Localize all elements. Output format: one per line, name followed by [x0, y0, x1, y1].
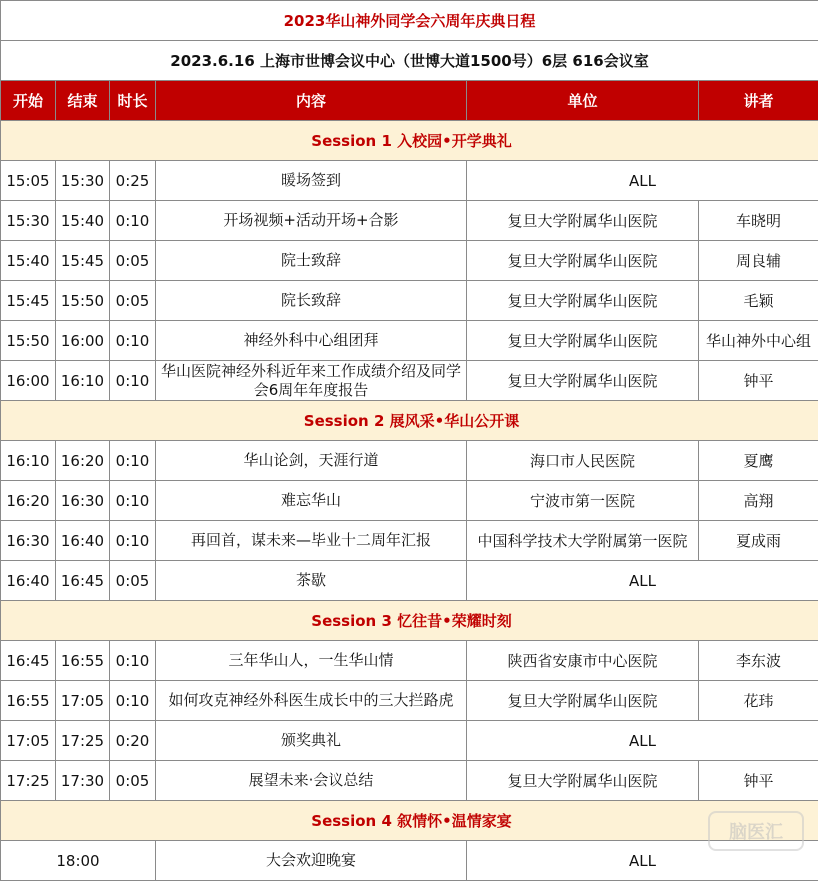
duration-cell: 0:20 — [110, 721, 156, 761]
unit-cell: 宁波市第一医院 — [467, 481, 699, 521]
end-cell: 16:45 — [56, 561, 110, 601]
unit-cell: ALL — [467, 721, 818, 761]
unit-cell: 中国科学技术大学附属第一医院 — [467, 521, 699, 561]
speaker-cell: 夏成雨 — [699, 521, 818, 561]
speaker-cell: 钟平 — [699, 361, 818, 401]
end-cell: 16:00 — [56, 321, 110, 361]
unit-cell: ALL — [467, 161, 818, 201]
unit-cell: 复旦大学附属华山医院 — [467, 281, 699, 321]
speaker-cell: 高翔 — [699, 481, 818, 521]
unit-cell: 陕西省安康市中心医院 — [467, 641, 699, 681]
header-start: 开始 — [1, 81, 56, 121]
content-cell: 华山医院神经外科近年来工作成绩介绍及同学会6周年年度报告 — [156, 361, 467, 401]
session-row — [1, 121, 818, 161]
content-cell: 院士致辞 — [156, 241, 467, 281]
duration-cell: 0:10 — [110, 321, 156, 361]
duration-cell: 0:10 — [110, 201, 156, 241]
duration-cell: 0:05 — [110, 561, 156, 601]
watermark-logo: 脑医汇 — [708, 811, 804, 851]
end-cell: 15:30 — [56, 161, 110, 201]
header-duration: 时长 — [110, 81, 156, 121]
schedule-row — [1, 321, 818, 361]
page-subtitle: 2023.6.16 上海市世博会议中心（世博大道1500号）6层 616会议室 — [1, 41, 818, 81]
header-end: 结束 — [56, 81, 110, 121]
duration-cell: 0:10 — [110, 481, 156, 521]
speaker-cell: 华山神外中心组 — [699, 321, 818, 361]
start-cell: 16:30 — [1, 521, 56, 561]
session-row — [1, 401, 818, 441]
schedule-row — [1, 721, 818, 761]
duration-cell: 0:10 — [110, 641, 156, 681]
time-cell: 18:00 — [1, 841, 156, 881]
speaker-cell: 毛颖 — [699, 281, 818, 321]
session-label: Session 3 忆往昔•荣耀时刻 — [1, 601, 818, 641]
unit-cell: 海口市人民医院 — [467, 441, 699, 481]
schedule-row — [1, 361, 818, 401]
end-cell: 16:10 — [56, 361, 110, 401]
end-cell: 15:50 — [56, 281, 110, 321]
duration-cell: 0:10 — [110, 361, 156, 401]
start-cell: 15:40 — [1, 241, 56, 281]
unit-cell: 复旦大学附属华山医院 — [467, 761, 699, 801]
duration-cell: 0:05 — [110, 241, 156, 281]
subtitle-row — [1, 41, 818, 81]
content-cell: 难忘华山 — [156, 481, 467, 521]
header-unit: 单位 — [467, 81, 699, 121]
speaker-cell: 周良辅 — [699, 241, 818, 281]
unit-cell: ALL — [467, 561, 818, 601]
content-cell: 神经外科中心组团拜 — [156, 321, 467, 361]
end-cell: 16:30 — [56, 481, 110, 521]
end-cell: 16:55 — [56, 641, 110, 681]
schedule-row — [1, 681, 818, 721]
session-label: Session 2 展风采•华山公开课 — [1, 401, 818, 441]
session-label: Session 1 入校园•开学典礼 — [1, 121, 818, 161]
start-cell: 15:45 — [1, 281, 56, 321]
duration-cell: 0:10 — [110, 681, 156, 721]
end-cell: 15:45 — [56, 241, 110, 281]
unit-cell: ALL — [467, 841, 818, 881]
title-row — [1, 1, 818, 41]
start-cell: 16:45 — [1, 641, 56, 681]
schedule-row — [1, 441, 818, 481]
schedule-row — [1, 761, 818, 801]
content-cell: 开场视频+活动开场+合影 — [156, 201, 467, 241]
schedule-row — [1, 281, 818, 321]
schedule-row — [1, 161, 818, 201]
end-cell: 16:20 — [56, 441, 110, 481]
content-cell: 三年华山人，一生华山情 — [156, 641, 467, 681]
start-cell: 16:10 — [1, 441, 56, 481]
content-cell: 院长致辞 — [156, 281, 467, 321]
start-cell: 17:25 — [1, 761, 56, 801]
content-cell: 暖场签到 — [156, 161, 467, 201]
duration-cell: 0:10 — [110, 441, 156, 481]
start-cell: 15:05 — [1, 161, 56, 201]
content-cell: 如何攻克神经外科医生成长中的三大拦路虎 — [156, 681, 467, 721]
unit-cell: 复旦大学附属华山医院 — [467, 361, 699, 401]
speaker-cell: 花玮 — [699, 681, 818, 721]
content-cell: 再回首，谋未来—毕业十二周年汇报 — [156, 521, 467, 561]
end-cell: 17:25 — [56, 721, 110, 761]
start-cell: 16:00 — [1, 361, 56, 401]
schedule-row — [1, 521, 818, 561]
session-label: Session 4 叙情怀•温情家宴 — [1, 801, 818, 841]
speaker-cell: 李东波 — [699, 641, 818, 681]
column-header-row — [1, 81, 818, 121]
unit-cell: 复旦大学附属华山医院 — [467, 201, 699, 241]
session-row — [1, 801, 818, 841]
duration-cell: 0:25 — [110, 161, 156, 201]
schedule-row — [1, 641, 818, 681]
schedule-row — [1, 241, 818, 281]
speaker-cell: 夏鹰 — [699, 441, 818, 481]
end-cell: 16:40 — [56, 521, 110, 561]
page-title: 2023华山神外同学会六周年庆典日程 — [1, 1, 818, 41]
end-cell: 17:05 — [56, 681, 110, 721]
start-cell: 16:40 — [1, 561, 56, 601]
schedule-row — [1, 841, 818, 881]
content-cell: 大会欢迎晚宴 — [156, 841, 467, 881]
content-cell: 展望未来·会议总结 — [156, 761, 467, 801]
duration-cell: 0:05 — [110, 281, 156, 321]
duration-cell: 0:05 — [110, 761, 156, 801]
header-speaker: 讲者 — [699, 81, 818, 121]
content-cell: 茶歇 — [156, 561, 467, 601]
session-row — [1, 601, 818, 641]
unit-cell: 复旦大学附属华山医院 — [467, 241, 699, 281]
content-cell: 颁奖典礼 — [156, 721, 467, 761]
start-cell: 15:30 — [1, 201, 56, 241]
schedule-row — [1, 481, 818, 521]
header-content: 内容 — [156, 81, 467, 121]
speaker-cell: 车晓明 — [699, 201, 818, 241]
start-cell: 15:50 — [1, 321, 56, 361]
duration-cell: 0:10 — [110, 521, 156, 561]
unit-cell: 复旦大学附属华山医院 — [467, 321, 699, 361]
end-cell: 15:40 — [56, 201, 110, 241]
start-cell: 16:20 — [1, 481, 56, 521]
start-cell: 16:55 — [1, 681, 56, 721]
schedule-row — [1, 201, 818, 241]
end-cell: 17:30 — [56, 761, 110, 801]
start-cell: 17:05 — [1, 721, 56, 761]
schedule-row — [1, 561, 818, 601]
speaker-cell: 钟平 — [699, 761, 818, 801]
content-cell: 华山论剑，天涯行道 — [156, 441, 467, 481]
unit-cell: 复旦大学附属华山医院 — [467, 681, 699, 721]
